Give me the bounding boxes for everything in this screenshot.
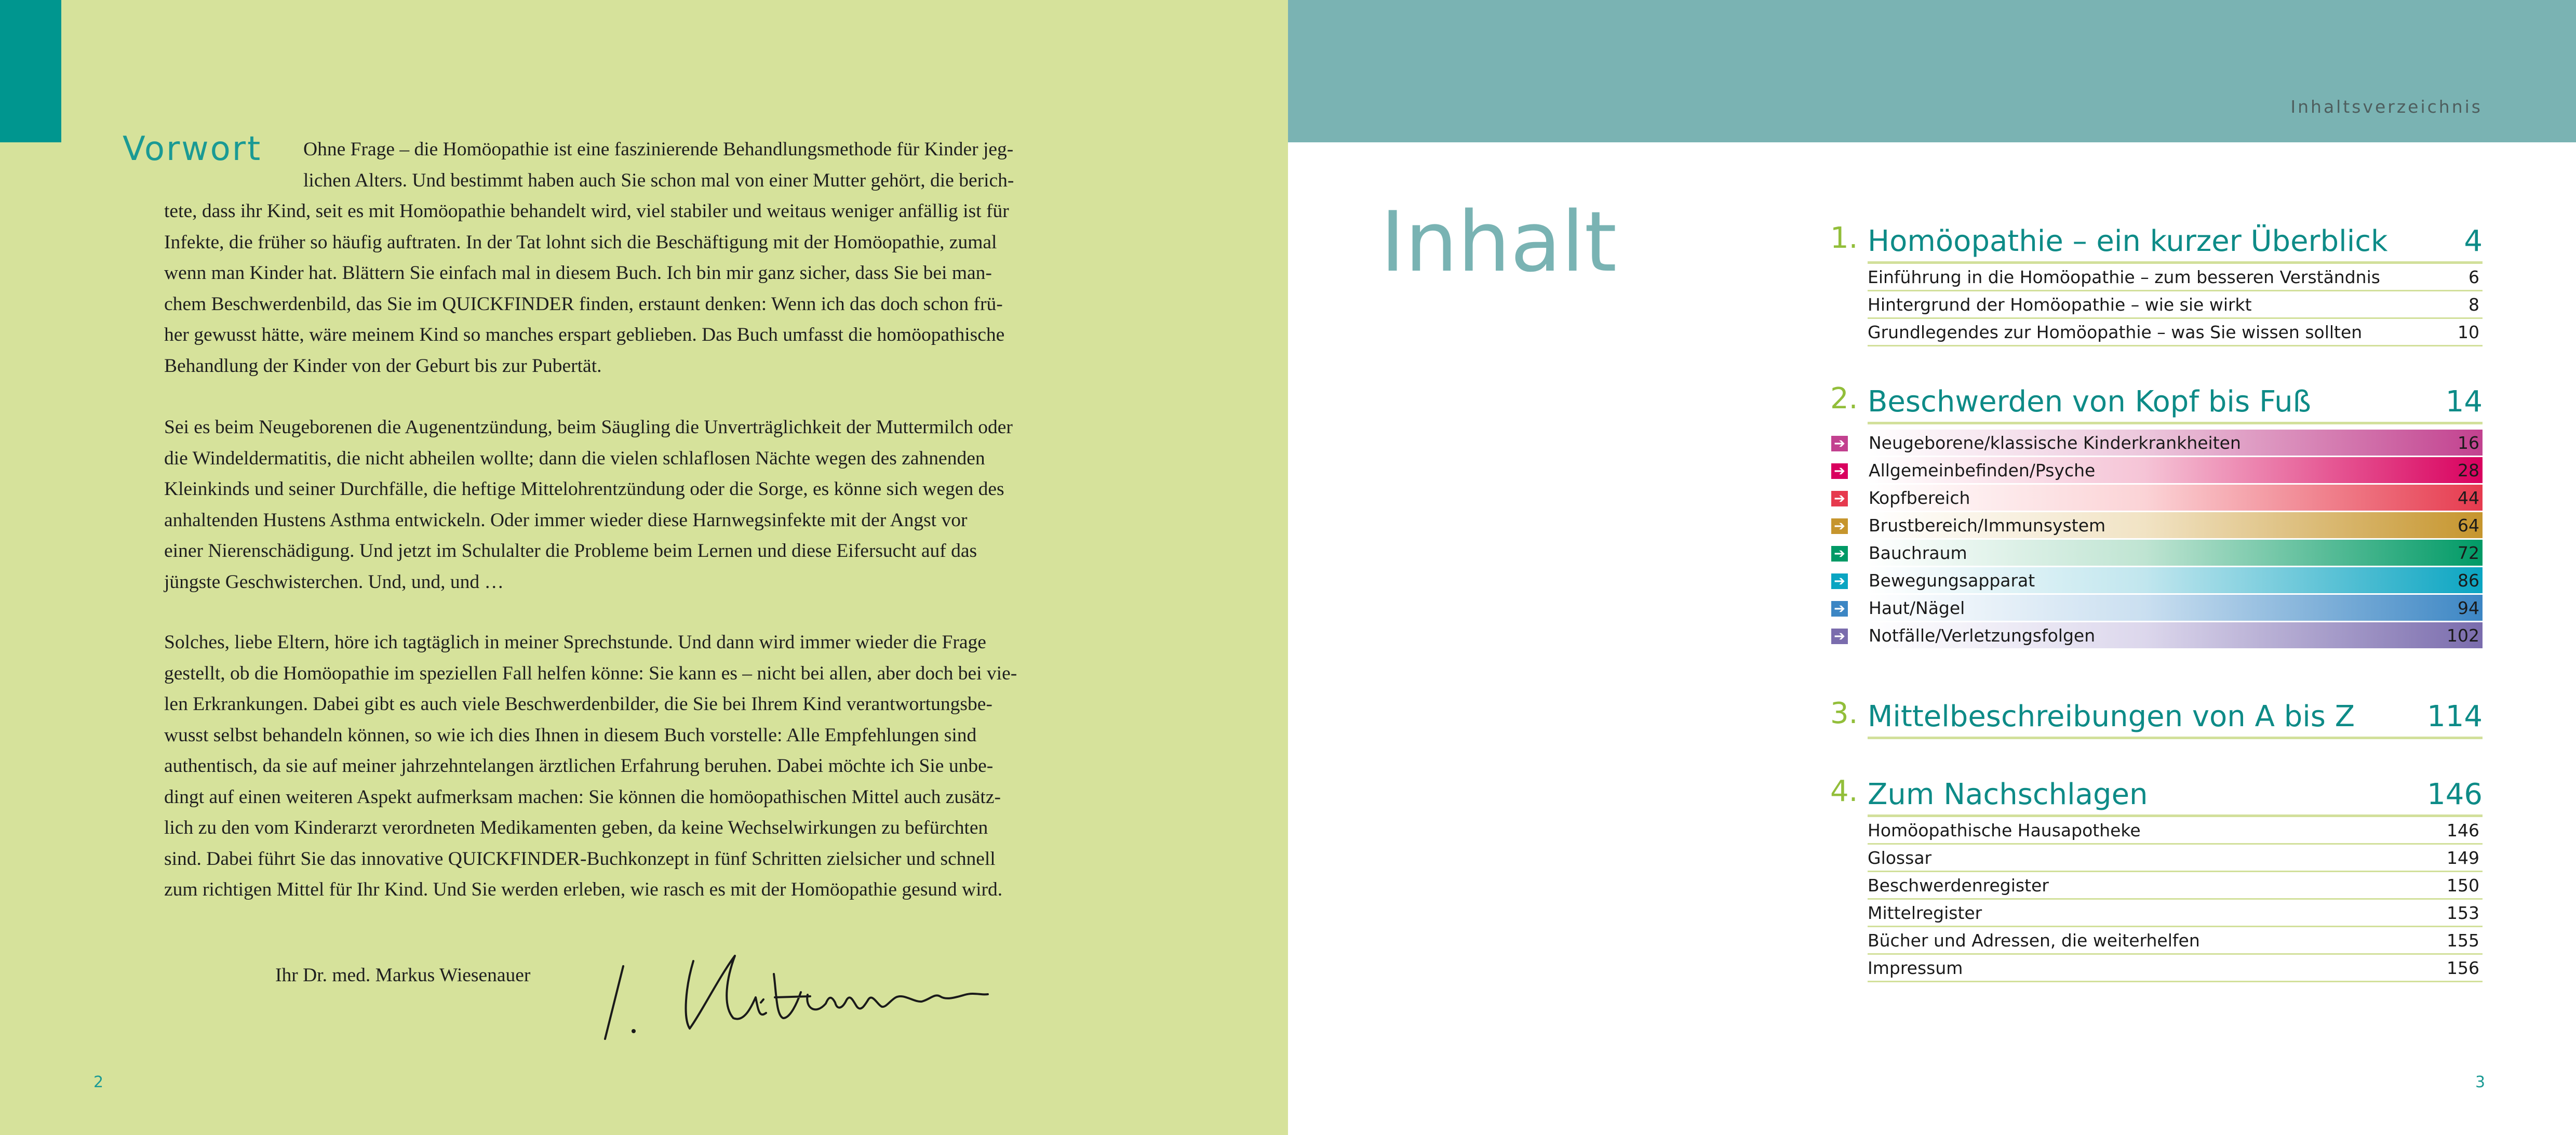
section-number: 3. bbox=[1830, 697, 1858, 730]
toc-section-3[interactable] bbox=[1830, 693, 2483, 739]
section-title: Zum Nachschlagen bbox=[1868, 778, 2148, 811]
toc-entry[interactable] bbox=[1868, 845, 2483, 872]
section-number: 2. bbox=[1830, 382, 1858, 416]
text-line: tete, dass ihr Kind, seit es mit Homöopathie behandelt wird, viel stabiler und weitaus weniger anfällig ist für bbox=[164, 201, 1009, 222]
text-line: lichen Alters. Und bestimmt haben auch Sie schon mal von einer Mutter gehört, die berich- bbox=[303, 169, 1014, 191]
arrow-right-icon: ➔ bbox=[1831, 491, 1848, 506]
right-page bbox=[1288, 0, 2576, 1135]
text-line: wenn man Kinder hat. Blättern Sie einfach mal in diesem Buch. Ich bin mir ganz sicher, dass Sie bei man- bbox=[164, 262, 992, 284]
category-page: 28 bbox=[2458, 460, 2479, 480]
preface-paragraph-2 bbox=[164, 412, 1013, 597]
entry-page: 155 bbox=[2447, 930, 2479, 951]
running-head: Inhaltsverzeichnis bbox=[2290, 97, 2483, 117]
text-line: Behandlung der Kinder von der Geburt bis zur Pubertät. bbox=[164, 355, 602, 377]
text-line: Solches, liebe Eltern, höre ich tagtäglich in meiner Sprechstunde. Und dann wird immer wieder die Frage bbox=[164, 632, 986, 653]
category-title: Bauchraum bbox=[1869, 542, 1967, 563]
arrow-right-icon: ➔ bbox=[1831, 436, 1848, 451]
arrow-right-icon: ➔ bbox=[1831, 573, 1848, 589]
arrow-right-icon: ➔ bbox=[1831, 629, 1848, 644]
entry-title: Impressum bbox=[1868, 957, 1963, 978]
text-line: len Erkrankungen. Dabei gibt es auch viele Beschwerdenbilder, die Sie bei Ihrem Kind verantwortungsbe- bbox=[164, 693, 992, 715]
text-line: authentisch, da sie auf meiner jahrzehntelangen ärztlichen Erfahrung beruhen. Dabei möchte ich Sie unbe- bbox=[164, 755, 994, 777]
arrow-right-icon: ➔ bbox=[1831, 518, 1848, 534]
toc-entry[interactable] bbox=[1868, 955, 2483, 982]
category-row[interactable] bbox=[1834, 512, 2483, 540]
section-number: 4. bbox=[1830, 775, 1858, 808]
category-row[interactable] bbox=[1834, 485, 2483, 512]
entry-page: 10 bbox=[2458, 322, 2479, 342]
header-band bbox=[1288, 0, 2576, 142]
category-row[interactable] bbox=[1834, 540, 2483, 567]
entry-title: Homöopathische Hausapotheke bbox=[1868, 820, 2141, 840]
section-number: 1. bbox=[1830, 221, 1858, 255]
toc-entry[interactable] bbox=[1868, 291, 2483, 319]
text-line: her gewusst hätte, wäre meinem Kind so manches erspart geblieben. Das Buch umfasst die homöopathische bbox=[164, 324, 1005, 345]
page-number-right: 3 bbox=[2475, 1073, 2486, 1091]
section-title: Homöopathie – ein kurzer Überblick bbox=[1868, 224, 2388, 258]
entry-title: Glossar bbox=[1868, 847, 1932, 868]
toc-entry[interactable] bbox=[1868, 927, 2483, 955]
text-line: anhaltenden Hustens Asthma entwickeln. Oder immer wieder diese Harnwegsinfekte mit der Angst vor bbox=[164, 509, 968, 531]
text-line: die Windeldermatitis, die nicht abheilen wollte; dann die vielen schlaflosen Nächte wegen des zahnenden bbox=[164, 447, 985, 469]
preface-heading: Vorwort bbox=[123, 130, 262, 168]
text-line: Infekte, die früher so häufig auftraten. In der Tat lohnt sich die Beschäftigung mit der Homöopathie, zumal bbox=[164, 231, 997, 253]
entry-title: Beschwerdenregister bbox=[1868, 875, 2049, 896]
section-page: 146 bbox=[2427, 778, 2483, 811]
category-title: Neugeborene/klassische Kinderkrankheiten bbox=[1869, 432, 2241, 453]
entry-title: Hintergrund der Homöopathie – wie sie wirkt bbox=[1868, 294, 2252, 315]
arrow-right-icon: ➔ bbox=[1831, 601, 1848, 617]
toc-entry[interactable] bbox=[1868, 319, 2483, 346]
category-row[interactable] bbox=[1834, 430, 2483, 457]
section-page: 4 bbox=[2464, 224, 2483, 258]
entry-page: 146 bbox=[2447, 820, 2479, 840]
section-title: Beschwerden von Kopf bis Fuß bbox=[1868, 385, 2311, 419]
corner-tab bbox=[0, 0, 61, 142]
category-page: 94 bbox=[2458, 597, 2479, 618]
toc-entry[interactable] bbox=[1868, 264, 2483, 291]
category-row[interactable] bbox=[1834, 595, 2483, 622]
text-line: Kleinkinds und seiner Durchfälle, die heftige Mittelohrentzündung oder die Sorge, es könne sich wegen des bbox=[164, 478, 1004, 500]
category-row[interactable] bbox=[1834, 457, 2483, 485]
category-title: Brustbereich/Immunsystem bbox=[1869, 515, 2106, 536]
text-line: jüngste Geschwisterchen. Und, und, und … bbox=[164, 571, 504, 593]
entry-page: 6 bbox=[2468, 266, 2479, 287]
entry-page: 149 bbox=[2447, 847, 2479, 868]
preface-paragraph-1 bbox=[164, 196, 1009, 381]
arrow-right-icon: ➔ bbox=[1831, 463, 1848, 479]
entry-title: Grundlegendes zur Homöopathie – was Sie wissen sollten bbox=[1868, 322, 2363, 342]
category-title: Bewegungsapparat bbox=[1869, 570, 2035, 591]
text-line: gestellt, ob die Homöopathie im speziellen Fall helfen könne: Sie kann es – nicht bei allen, aber doch bei vie- bbox=[164, 662, 1017, 684]
text-line: Ohne Frage – die Homöopathie ist eine faszinierende Behandlungsmethode für Kinder jeg- bbox=[303, 139, 1014, 160]
toc-entry[interactable] bbox=[1868, 817, 2483, 845]
category-title: Allgemeinbefinden/Psyche bbox=[1869, 460, 2096, 480]
text-line: einer Nierenschädigung. Und jetzt im Schulalter die Probleme beim Lernen und diese Eifersucht auf das bbox=[164, 540, 977, 562]
entry-title: Mittelregister bbox=[1868, 902, 1982, 923]
toc-section-4[interactable] bbox=[1830, 771, 2483, 817]
category-title: Haut/Nägel bbox=[1869, 597, 1965, 618]
category-row[interactable] bbox=[1834, 567, 2483, 595]
text-line: chem Beschwerdenbild, das Sie im QUICKFINDER finden, erstaunt denken: Wenn ich das doch schon frü- bbox=[164, 293, 1003, 315]
text-line: zum richtigen Mittel für Ihr Kind. Und Sie werden erleben, wie rasch es mit der Homöopathie gesund wird. bbox=[164, 879, 1003, 900]
entry-title: Einführung in die Homöopathie – zum besseren Verständnis bbox=[1868, 266, 2380, 287]
text-line: sind. Dabei führt Sie das innovative QUICKFINDER-Buchkonzept in fünf Schritten zielsicher und schnell bbox=[164, 848, 996, 870]
category-title: Kopfbereich bbox=[1869, 487, 1970, 508]
text-line: dingt auf einen weiteren Aspekt aufmerksam machen: Sie können die homöopathischen Mittel auch zusätz- bbox=[164, 786, 1001, 808]
category-page: 44 bbox=[2458, 487, 2479, 508]
toc-entry[interactable] bbox=[1868, 900, 2483, 927]
toc-entry[interactable] bbox=[1868, 872, 2483, 900]
section-page: 114 bbox=[2427, 700, 2483, 733]
preface-paragraph-3 bbox=[164, 627, 1017, 905]
toc-section-1[interactable] bbox=[1830, 218, 2483, 264]
entry-page: 150 bbox=[2447, 875, 2479, 896]
category-page: 72 bbox=[2458, 542, 2479, 563]
text-line: wusst selbst behandeln können, so wie ich dies Ihnen in diesem Buch vorstelle: Alle Empfehlungen sind bbox=[164, 724, 977, 746]
entry-page: 8 bbox=[2468, 294, 2479, 315]
category-page: 86 bbox=[2458, 570, 2479, 591]
category-title: Notfälle/Verletzungsfolgen bbox=[1869, 625, 2096, 646]
signoff: Ihr Dr. med. Markus Wiesenauer bbox=[275, 965, 531, 986]
text-line: Sei es beim Neugeborenen die Augenentzündung, beim Säugling die Unverträglichkeit der Muttermilch oder bbox=[164, 417, 1013, 438]
signature-image bbox=[597, 945, 1002, 1049]
category-page: 102 bbox=[2447, 625, 2479, 646]
text-line: lich zu den vom Kinderarzt verordneten Medikamenten geben, da keine Wechselwirkungen zu befürchten bbox=[164, 817, 988, 838]
category-list bbox=[1830, 430, 2483, 650]
table-of-contents bbox=[1830, 218, 2483, 982]
category-page: 16 bbox=[2458, 432, 2479, 453]
preface-paragraph-1-lead bbox=[303, 134, 1014, 196]
page-number-left: 2 bbox=[93, 1073, 104, 1091]
section-page: 14 bbox=[2445, 385, 2483, 419]
category-row[interactable] bbox=[1834, 622, 2483, 650]
entry-page: 156 bbox=[2447, 957, 2479, 978]
arrow-right-icon: ➔ bbox=[1831, 546, 1848, 562]
entry-title: Bücher und Adressen, die weiterhelfen bbox=[1868, 930, 2200, 951]
entry-page: 153 bbox=[2447, 902, 2479, 923]
toc-section-2[interactable] bbox=[1830, 379, 2483, 424]
category-page: 64 bbox=[2458, 515, 2479, 536]
page-title: Inhalt bbox=[1380, 193, 1617, 290]
section-title: Mittelbeschreibungen von A bis Z bbox=[1868, 700, 2355, 733]
